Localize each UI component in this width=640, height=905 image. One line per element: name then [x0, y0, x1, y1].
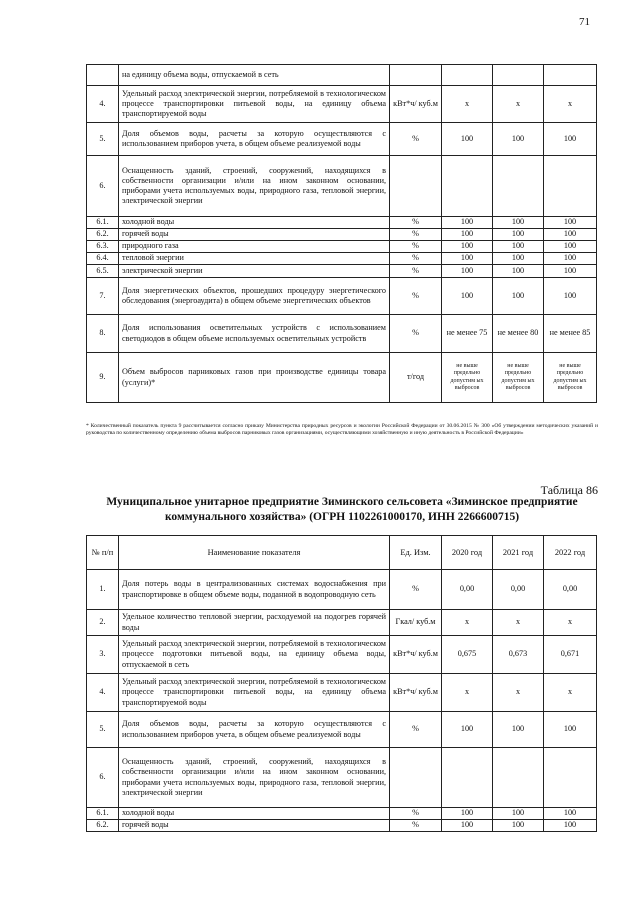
value-2022: 100	[544, 712, 597, 748]
table-row	[87, 808, 597, 820]
value-2022: 100	[544, 820, 597, 832]
row-number: 6.1.	[87, 808, 119, 820]
row-number: 6.2.	[87, 229, 119, 241]
value-2022: 100	[544, 123, 597, 156]
row-number: 4.	[87, 86, 119, 123]
indicator-name: Удельное количество тепловой энергии, расходуемой на подогрев горячей воды	[119, 610, 390, 636]
unit-cell: %	[390, 265, 442, 278]
value-2021: не менее 80	[493, 315, 544, 353]
value-2020: не выше предельно допустим ых выбросов	[442, 353, 493, 403]
value-2021: 100	[493, 712, 544, 748]
value-2021: 100	[493, 808, 544, 820]
value-2021: 100	[493, 217, 544, 229]
value-2021: 0,00	[493, 570, 544, 610]
indicator-name: Удельный расход электрической энергии, потребляемой в технологическом процессе транспортировки питьевой воды, на единицу объема транспортируемой воды	[119, 674, 390, 712]
value-2020	[442, 748, 493, 808]
value-2020: не менее 75	[442, 315, 493, 353]
value-2021: 100	[493, 253, 544, 265]
table-row	[87, 229, 597, 241]
value-2022: 0,671	[544, 636, 597, 674]
value-2020: 100	[442, 820, 493, 832]
table-row	[87, 278, 597, 315]
indicator-name: Доля использования осветительных устройств с использованием светодиодов в общем объеме используемых осветительных устройств	[119, 315, 390, 353]
table-row	[87, 636, 597, 674]
row-number: 6.4.	[87, 253, 119, 265]
row-number: 6.2.	[87, 820, 119, 832]
row-number: 8.	[87, 315, 119, 353]
row-number: 5.	[87, 123, 119, 156]
value-2021: х	[493, 610, 544, 636]
indicator-name: электрической энергии	[119, 265, 390, 278]
indicator-name: Оснащенность зданий, строений, сооружений, находящихся в собственности организации и/или на ином законном основании, приборами учета используемых воды, природного газа, тепловой энергии, электрической энергии	[119, 748, 390, 808]
value-2020	[442, 65, 493, 86]
row-number: 6.1.	[87, 217, 119, 229]
value-2021	[493, 65, 544, 86]
value-2021: 0,673	[493, 636, 544, 674]
row-number: 1.	[87, 570, 119, 610]
indicator-name: Доля объемов воды, расчеты за которую осуществляются с использованием приборов учета, в общем объеме реализуемой воды	[119, 712, 390, 748]
unit-cell: кВт*ч/ куб.м	[390, 636, 442, 674]
indicator-name: Доля энергетических объектов, прошедших процедуру энергетического обследования (энергоаудита) в общем объеме энергетических объектов	[119, 278, 390, 315]
unit-cell: кВт*ч/ куб.м	[390, 674, 442, 712]
value-2021: х	[493, 86, 544, 123]
unit-cell: %	[390, 820, 442, 832]
row-number: 7.	[87, 278, 119, 315]
value-2022: 100	[544, 808, 597, 820]
unit-cell	[390, 65, 442, 86]
table-row	[87, 241, 597, 253]
unit-cell: %	[390, 229, 442, 241]
unit-cell: %	[390, 808, 442, 820]
table-row	[87, 217, 597, 229]
row-number: 9.	[87, 353, 119, 403]
value-2022: 100	[544, 278, 597, 315]
indicator-name: Удельный расход электрической энергии, потребляемой в технологическом процессе транспортировки питьевой воды, на единицу объема транспортируемой воды	[119, 86, 390, 123]
indicator-name: природного газа	[119, 241, 390, 253]
value-2022: 100	[544, 217, 597, 229]
value-2021	[493, 156, 544, 217]
value-2020: 100	[442, 229, 493, 241]
value-2021: 100	[493, 229, 544, 241]
table-row	[87, 748, 597, 808]
indicator-name: холодной воды	[119, 217, 390, 229]
value-2020: 0,675	[442, 636, 493, 674]
table-row	[87, 570, 597, 610]
table-row	[87, 610, 597, 636]
value-2021: 100	[493, 241, 544, 253]
value-2022: 100	[544, 253, 597, 265]
indicator-name: холодной воды	[119, 808, 390, 820]
value-2020: х	[442, 610, 493, 636]
row-number: 6.	[87, 156, 119, 217]
value-2020: х	[442, 674, 493, 712]
value-2021: 100	[493, 278, 544, 315]
indicator-name: Удельный расход электрической энергии, потребляемой в технологическом процессе подготовки питьевой воды, на единицу объема воды, отпускаемой в сеть	[119, 636, 390, 674]
page-number: 71	[579, 16, 590, 28]
value-2020: 100	[442, 123, 493, 156]
value-2020	[442, 156, 493, 217]
indicator-name: Доля объемов воды, расчеты за которую осуществляются с использованием приборов учета, в общем объеме реализуемой воды	[119, 123, 390, 156]
table-title: Муниципальное унитарное предприятие Зиминского сельсовета «Зиминское предприятие коммунального хозяйства» (ОГРН 1102261000170, ИНН 2266600715)	[106, 496, 578, 523]
value-2020: 100	[442, 253, 493, 265]
unit-cell	[390, 156, 442, 217]
header-unit: Ед. Изм.	[390, 536, 442, 570]
row-number: 2.	[87, 610, 119, 636]
header-num: № п/п	[87, 536, 119, 570]
indicator-name: Оснащенность зданий, строений, сооружений, находящихся в собственности организации и/или на ином законном основании, приборами учета используемых воды, природного газа, тепловой энергии, электрической энергии	[119, 156, 390, 217]
indicator-name: на единицу объема воды, отпускаемой в сеть	[119, 65, 390, 86]
indicators-table-86	[86, 535, 597, 832]
value-2020: 100	[442, 265, 493, 278]
unit-cell: т/год	[390, 353, 442, 403]
unit-cell: %	[390, 278, 442, 315]
table-row	[87, 65, 597, 86]
unit-cell: %	[390, 123, 442, 156]
table-row	[87, 353, 597, 403]
table-row	[87, 820, 597, 832]
value-2020: 100	[442, 808, 493, 820]
value-2022: не выше предельно допустим ых выбросов	[544, 353, 597, 403]
value-2021: х	[493, 674, 544, 712]
table-row	[87, 315, 597, 353]
row-number: 3.	[87, 636, 119, 674]
value-2022	[544, 156, 597, 217]
table-row	[87, 86, 597, 123]
header-name: Наименование показателя	[119, 536, 390, 570]
unit-cell: %	[390, 315, 442, 353]
indicator-name: горячей воды	[119, 820, 390, 832]
header-2021: 2021 год	[493, 536, 544, 570]
value-2020: 100	[442, 712, 493, 748]
indicator-name: Объем выбросов парниковых газов при производстве единицы товара (услуги)*	[119, 353, 390, 403]
unit-cell: кВт*ч/ куб.м	[390, 86, 442, 123]
indicator-name: Доля потерь воды в централизованных системах водоснабжения при транспортировке в общем объеме воды, поданной в водопроводную сеть	[119, 570, 390, 610]
row-number	[87, 65, 119, 86]
indicators-table-continued	[86, 64, 597, 403]
row-number: 6.5.	[87, 265, 119, 278]
value-2022	[544, 65, 597, 86]
value-2020: 100	[442, 217, 493, 229]
indicator-name: тепловой энергии	[119, 253, 390, 265]
value-2022: х	[544, 610, 597, 636]
unit-cell: %	[390, 712, 442, 748]
table-label: Таблица 86	[540, 483, 598, 497]
unit-cell: Гкал/ куб.м	[390, 610, 442, 636]
unit-cell: %	[390, 253, 442, 265]
row-number: 6.	[87, 748, 119, 808]
row-number: 6.3.	[87, 241, 119, 253]
value-2020: 0,00	[442, 570, 493, 610]
value-2021: не выше предельно допустим ых выбросов	[493, 353, 544, 403]
value-2022: 0,00	[544, 570, 597, 610]
value-2020: 100	[442, 278, 493, 315]
table-row	[87, 123, 597, 156]
table-row	[87, 674, 597, 712]
value-2020: 100	[442, 241, 493, 253]
row-number: 5.	[87, 712, 119, 748]
unit-cell: %	[390, 217, 442, 229]
table-row	[87, 265, 597, 278]
value-2022: х	[544, 86, 597, 123]
value-2021: 100	[493, 265, 544, 278]
table-row	[87, 156, 597, 217]
value-2022: не менее 85	[544, 315, 597, 353]
table-row	[87, 253, 597, 265]
row-number: 4.	[87, 674, 119, 712]
value-2021: 100	[493, 123, 544, 156]
value-2020: х	[442, 86, 493, 123]
value-2022: 100	[544, 265, 597, 278]
footnote: * Количественный показатель пункта 9 рассчитывается согласно приказу Министерства природных ресурсов и экологии Российской Федерации от 30.06.2015 № 300 «Об утверждении методических указаний и руководства по количественному определению объема выбросов парниковых газов организациями, осуществляющими хозяйственную и иную деятельность в Российской Федерации»	[86, 423, 598, 436]
value-2022	[544, 748, 597, 808]
unit-cell	[390, 748, 442, 808]
header-2020: 2020 год	[442, 536, 493, 570]
unit-cell: %	[390, 241, 442, 253]
table-header-row	[87, 536, 597, 570]
unit-cell: %	[390, 570, 442, 610]
value-2021: 100	[493, 820, 544, 832]
value-2022: 100	[544, 241, 597, 253]
header-2022: 2022 год	[544, 536, 597, 570]
indicator-name: горячей воды	[119, 229, 390, 241]
value-2022: х	[544, 674, 597, 712]
value-2022: 100	[544, 229, 597, 241]
table-row	[87, 712, 597, 748]
value-2021	[493, 748, 544, 808]
